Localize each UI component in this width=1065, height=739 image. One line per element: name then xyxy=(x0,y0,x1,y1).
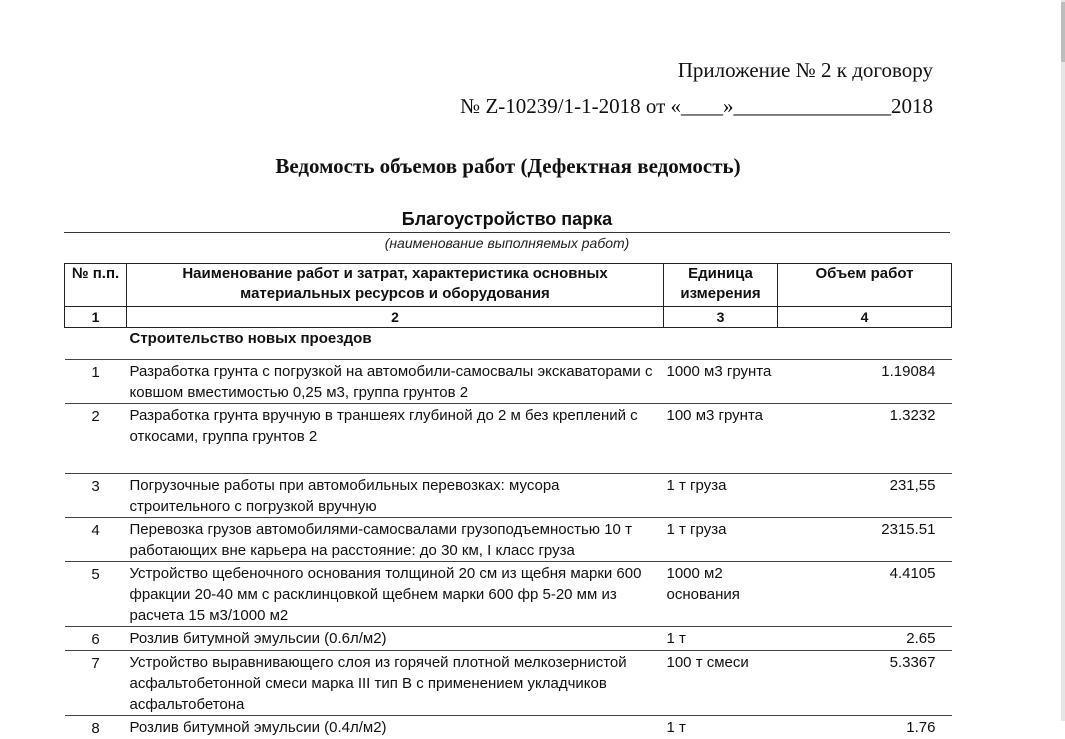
table-row xyxy=(65,627,952,651)
scrollbar-thumb[interactable] xyxy=(1061,2,1065,62)
row-volume: 4.4105 xyxy=(778,562,952,627)
header-volume: Объем работ xyxy=(778,264,952,307)
section-title: Благоустройство парка xyxy=(64,209,950,230)
row-unit: 1000 м3 грунта xyxy=(664,360,778,404)
row-name: Розлив битумной эмульсии (0.6л/м2) xyxy=(127,627,664,651)
row-volume: 5.3367 xyxy=(778,651,952,716)
row-num: 8 xyxy=(65,716,127,739)
table-row xyxy=(65,518,952,562)
table-row xyxy=(65,474,952,518)
group-title: Строительство новых проездов xyxy=(127,328,952,360)
row-name: Устройство щебеночного основания толщиной 20 см из щебня марки 600 фракции 20-40 мм с расклинцовкой щебнем марки 600 фр 5-20 мм из расчета 15 м3/1000 м2 xyxy=(127,562,664,627)
row-volume: 1.76 xyxy=(778,716,952,739)
row-unit: 100 т смеси xyxy=(664,651,778,716)
row-volume: 2315.51 xyxy=(778,518,952,562)
row-name: Разработка грунта вручную в траншеях глубиной до 2 м без креплений с откосами, группа грунтов 2 xyxy=(127,404,664,474)
section-underline xyxy=(64,232,950,233)
row-unit: 1000 м2 основания xyxy=(664,562,778,627)
works-table xyxy=(64,263,952,739)
row-unit: 1 т груза xyxy=(664,474,778,518)
table-row xyxy=(65,360,952,404)
header-name: Наименование работ и затрат, характеристика основных материальных ресурсов и оборудования xyxy=(127,264,664,307)
row-volume: 2.65 xyxy=(778,627,952,651)
table-row xyxy=(65,404,952,474)
document-title: Ведомость объемов работ (Дефектная ведомость) xyxy=(0,154,1016,179)
row-name: Разработка грунта с погрузкой на автомобили-самосвалы экскаваторами с ковшом вместимостью 0,25 м3, группа грунтов 2 xyxy=(127,360,664,404)
row-unit: 1 т груза xyxy=(664,518,778,562)
row-unit: 100 м3 грунта xyxy=(664,404,778,474)
row-unit: 1 т xyxy=(664,627,778,651)
row-volume: 1.19084 xyxy=(778,360,952,404)
row-name: Перевозка грузов автомобилями-самосвалами грузоподъемностью 10 т работающих вне карьера на расстояние: до 30 км, I класс груза xyxy=(127,518,664,562)
table-row xyxy=(65,562,952,627)
group-row xyxy=(65,328,952,360)
row-name: Устройство выравнивающего слоя из горячей плотной мелкозернистой асфальтобетонной смеси марка III тип В с применением укладчиков асфальтобетона xyxy=(127,651,664,716)
row-name: Погрузочные работы при автомобильных перевозках: мусора строительного с погрузкой вручную xyxy=(127,474,664,518)
row-unit: 1 т xyxy=(664,716,778,739)
row-num: 6 xyxy=(65,627,127,651)
column-number: 1 xyxy=(65,307,127,328)
contract-number-line: № Z-10239/1-1-2018 от «____»_______________2018 xyxy=(460,94,933,119)
row-name: Розлив битумной эмульсии (0.4л/м2) xyxy=(127,716,664,739)
table-header-row xyxy=(65,264,952,307)
row-num: 2 xyxy=(65,404,127,474)
row-volume: 231,55 xyxy=(778,474,952,518)
column-number: 2 xyxy=(127,307,664,328)
row-num: 3 xyxy=(65,474,127,518)
column-number: 3 xyxy=(664,307,778,328)
section-subtitle: (наименование выполняемых работ) xyxy=(64,235,950,251)
row-volume: 1.3232 xyxy=(778,404,952,474)
row-num: 7 xyxy=(65,651,127,716)
column-numbers-row xyxy=(65,307,952,328)
header-unit: Единица измерения xyxy=(664,264,778,307)
row-num: 1 xyxy=(65,360,127,404)
row-num: 4 xyxy=(65,518,127,562)
vertical-scrollbar[interactable] xyxy=(1061,0,1065,721)
row-num: 5 xyxy=(65,562,127,627)
appendix-line: Приложение № 2 к договору xyxy=(678,58,933,83)
table-row xyxy=(65,716,952,739)
column-number: 4 xyxy=(778,307,952,328)
table-row xyxy=(65,651,952,716)
header-num: № п.п. xyxy=(65,264,127,307)
